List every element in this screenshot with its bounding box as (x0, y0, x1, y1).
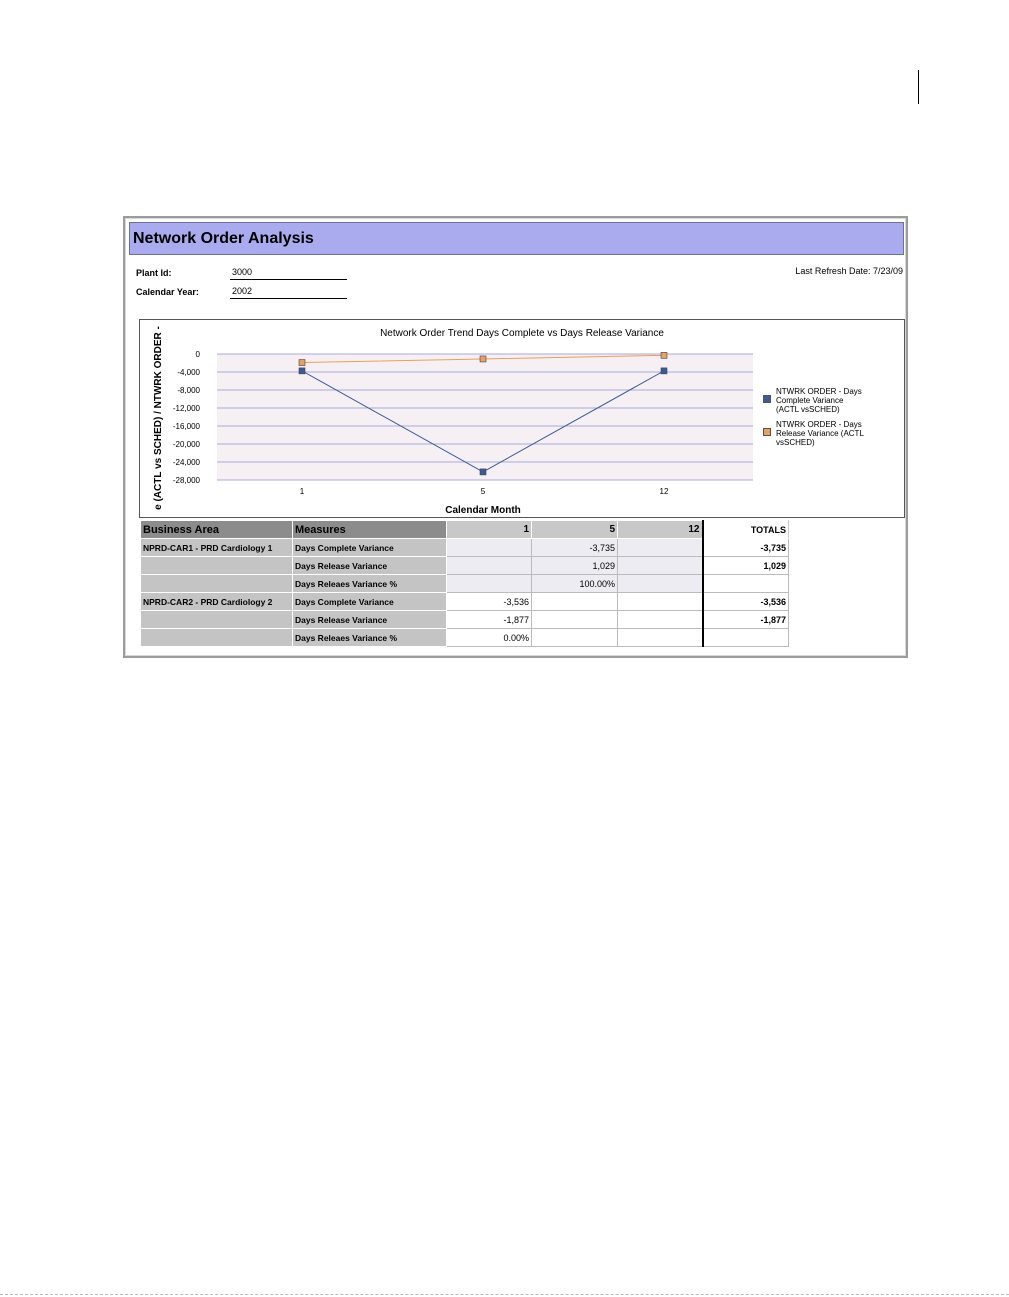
measure-cell: Days Releaes Variance % (293, 629, 447, 647)
chart-canvas (140, 320, 904, 517)
y-tick-label: 0 (195, 350, 200, 359)
value-cell: 100.00% (532, 575, 618, 593)
data-point (299, 360, 305, 366)
total-cell (703, 575, 789, 593)
plant-id-value: 3000 (230, 267, 347, 280)
legend-line: NTWRK ORDER - Days (776, 420, 862, 429)
calendar-year-value: 2002 (230, 286, 347, 299)
y-tick-label: -16,000 (172, 422, 200, 431)
table-row (141, 611, 789, 629)
value-cell (618, 557, 703, 575)
table-header-row (141, 521, 789, 539)
legend-swatch-complete (763, 395, 771, 403)
header-month-5[interactable]: 5 (532, 521, 618, 539)
x-axis-label: Calendar Month (445, 505, 521, 516)
y-tick-label: -24,000 (172, 458, 200, 467)
legend-line: Complete Variance (776, 396, 844, 405)
table-row (141, 593, 789, 611)
y-tick-label: -28,000 (172, 476, 200, 485)
x-tick-label: 1 (299, 487, 305, 496)
business-area-cell (141, 611, 293, 629)
header-measures[interactable]: Measures (293, 521, 447, 539)
value-cell (447, 575, 532, 593)
total-cell (703, 629, 789, 647)
value-cell (618, 629, 703, 647)
value-cell (532, 611, 618, 629)
plot-area (217, 354, 753, 480)
report-screenshot (123, 216, 908, 658)
legend-swatch-release (763, 428, 771, 436)
page-marker (918, 70, 919, 104)
data-point (299, 368, 305, 374)
value-cell (618, 593, 703, 611)
y-tick-label: -8,000 (177, 386, 200, 395)
data-point (480, 356, 486, 362)
total-cell: -3,536 (703, 593, 789, 611)
business-area-cell: NPRD-CAR2 - PRD Cardiology 2 (141, 593, 293, 611)
y-tick-label: -20,000 (172, 440, 200, 449)
header-month-1[interactable]: 1 (447, 521, 532, 539)
value-cell: -3,536 (447, 593, 532, 611)
value-cell (532, 593, 618, 611)
data-point (661, 352, 667, 358)
legend-line: Release Variance (ACTL (776, 429, 864, 438)
table-row (141, 557, 789, 575)
value-cell (618, 539, 703, 557)
total-cell: 1,029 (703, 557, 789, 575)
plant-id-label: Plant Id: (136, 268, 172, 278)
business-area-cell (141, 557, 293, 575)
measure-cell: Days Complete Variance (293, 593, 447, 611)
analysis-table (140, 520, 789, 647)
value-cell: 1,029 (532, 557, 618, 575)
business-area-cell: NPRD-CAR1 - PRD Cardiology 1 (141, 539, 293, 557)
measure-cell: Days Releaes Variance % (293, 575, 447, 593)
legend-label-release (776, 420, 864, 447)
business-area-cell (141, 575, 293, 593)
page-bottom-rule (0, 1294, 1009, 1296)
value-cell (532, 629, 618, 647)
value-cell (618, 575, 703, 593)
trend-chart (139, 319, 905, 518)
value-cell: 0.00% (447, 629, 532, 647)
title-bar (129, 222, 904, 255)
x-tick-label: 12 (659, 487, 669, 496)
table-row (141, 575, 789, 593)
data-point (480, 469, 486, 475)
x-tick-label: 5 (480, 487, 486, 496)
legend-line: NTWRK ORDER - Days (776, 387, 862, 396)
report-title: Network Order Analysis (133, 230, 314, 247)
value-cell (447, 557, 532, 575)
business-area-cell (141, 629, 293, 647)
last-refresh-date: Last Refresh Date: 7/23/09 (795, 266, 903, 276)
header-totals[interactable]: TOTALS (703, 521, 789, 539)
value-cell: -1,877 (447, 611, 532, 629)
legend-line: (ACTL vsSCHED) (776, 405, 840, 414)
y-axis-label: e (ACTL vs SCHED) / NTWRK ORDER - (153, 326, 164, 510)
value-cell: -3,735 (532, 539, 618, 557)
legend-label-complete (776, 387, 862, 414)
chart-title: Network Order Trend Days Complete vs Days Release Variance (380, 328, 664, 339)
measure-cell: Days Release Variance (293, 557, 447, 575)
y-tick-label: -12,000 (172, 404, 200, 413)
value-cell (447, 539, 532, 557)
total-cell: -3,735 (703, 539, 789, 557)
table-row (141, 629, 789, 647)
header-month-12[interactable]: 12 (618, 521, 703, 539)
value-cell (618, 611, 703, 629)
data-point (661, 368, 667, 374)
measure-cell: Days Release Variance (293, 611, 447, 629)
measure-cell: Days Complete Variance (293, 539, 447, 557)
calendar-year-label: Calendar Year: (136, 287, 199, 297)
legend-line: vsSCHED) (776, 438, 815, 447)
header-business-area[interactable]: Business Area (141, 521, 293, 539)
y-tick-label: -4,000 (177, 368, 200, 377)
total-cell: -1,877 (703, 611, 789, 629)
table-row (141, 539, 789, 557)
